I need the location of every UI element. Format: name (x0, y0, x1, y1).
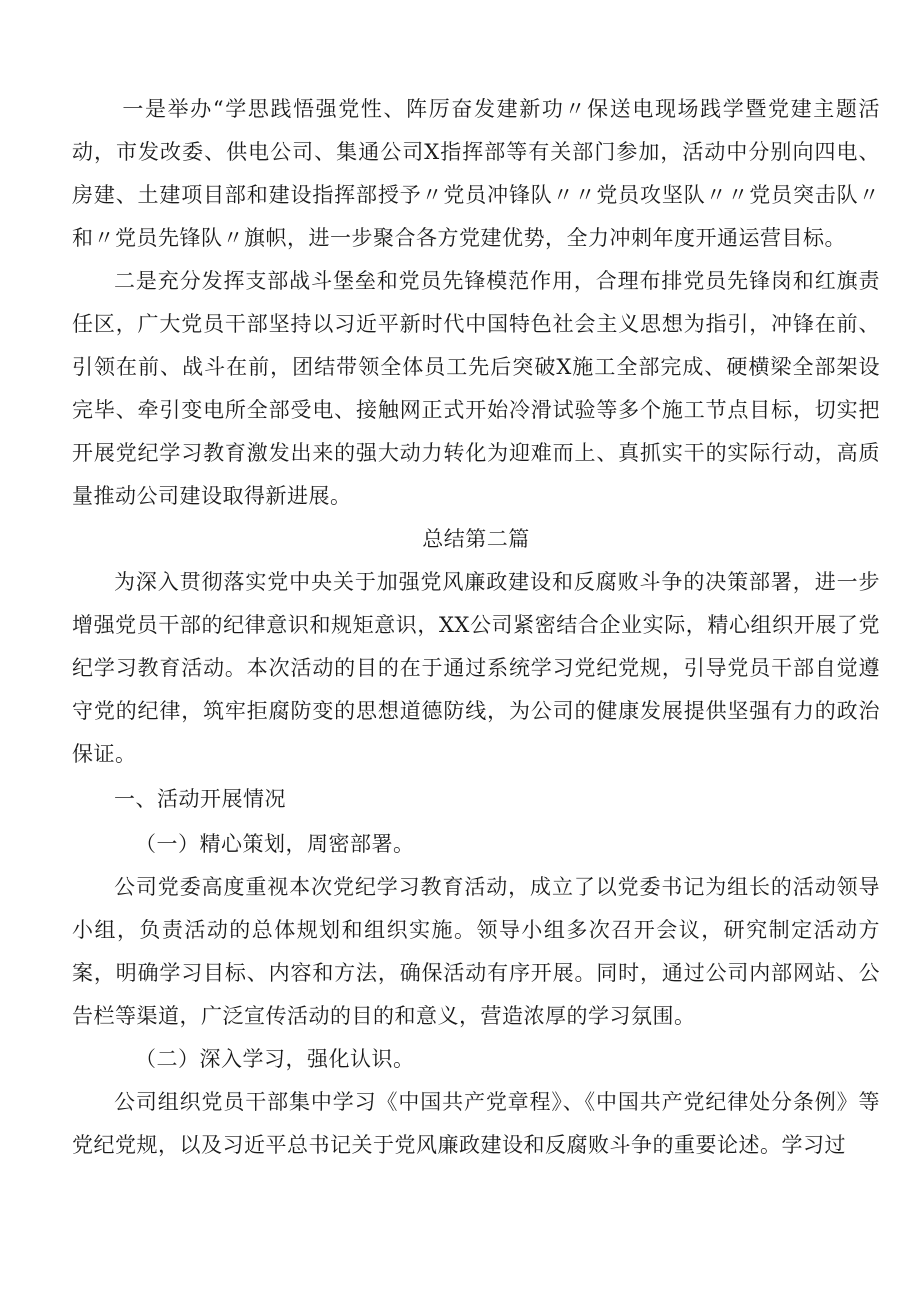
heading-activity-status: 一、活动开展情况 (114, 787, 286, 811)
paragraph-activity-one: 一是举办“学思践悟强党性、阵厉奋发建新功〃保送电现场践学暨党建主题活动，市发改委、供电公司、集通公司X指挥部等有关部门参加，活动中分别向四电、房建、土建项目部和建设指挥部授予〃党员冲锋队〃〃党员攻坚队〃〃党员突击队〃和〃党员先锋队〃旗帜，进一步聚合各方党建优势，全力冲刺年度开通运营目标。 (72, 97, 880, 250)
intro-paragraph: 为深入贯彻落实党中央关于加强党风廉政建设和反腐败斗争的决策部署，进一步增强党员干部的纪律意识和规矩意识，XX公司紧密结合企业实际，精心组织开展了党纪学习教育活动。本次活动的目的在于通过系统学习党纪党规，引导党员干部自觉遵守党的纪律，筑牢拒腐防变的思想道德防线，为公司的健康发展提供坚强有力的政治保证。 (72, 570, 880, 766)
document-page (72, 88, 880, 1167)
subheading-study: （二）深入学习，强化认识。 (135, 1047, 415, 1071)
paragraph-study: 公司组织党员干部集中学习《中国共产党章程》、《中国共产党纪律处分条例》等党纪党规，以及习近平总书记关于党风廉政建设和反腐败斗争的重要论述。学习过 (72, 1090, 880, 1157)
paragraph-planning: 公司党委高度重视本次党纪学习教育活动，成立了以党委书记为组长的活动领导小组，负责活动的总体规划和组织实施。领导小组多次召开会议，研究制定活动方案，明确学习目标、内容和方法，确保活动有序开展。同时，通过公司内部网站、公告栏等渠道，广泛宣传活动的目的和意义，营造浓厚的学习氛围。 (72, 875, 880, 1028)
section-title: 总结第二篇 (422, 527, 530, 551)
paragraph-activity-two: 二是充分发挥支部战斗堡垒和党员先锋模范作用，合理布排党员先锋岗和红旗责任区，广大党员干部坚持以习近平新时代中国特色社会主义思想为指引，冲锋在前、引领在前、战斗在前，团结带领全体员工先后突破X施工全部完成、硬横梁全部架设完毕、牵引变电所全部受电、接触网正式开始冷滑试验等多个施工节点目标，切实把开展党纪学习教育激发出来的强大动力转化为迎难而上、真抓实干的实际行动，高质量推动公司建设取得新进展。 (72, 269, 880, 508)
subheading-planning: （一）精心策划，周密部署。 (135, 832, 415, 856)
